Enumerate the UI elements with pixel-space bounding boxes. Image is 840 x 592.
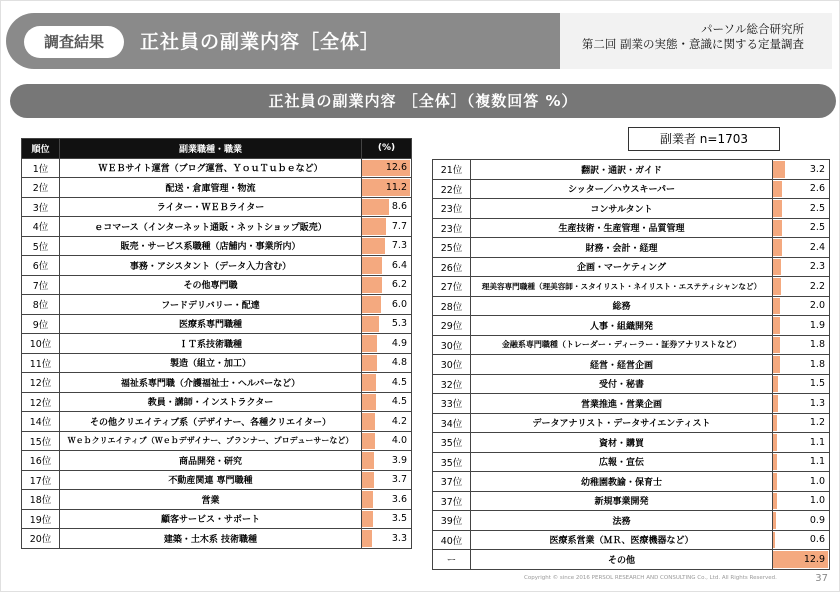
data-label: 4.2 <box>391 415 407 427</box>
category-label: 人事・組織開発 <box>471 316 773 336</box>
category-label: 配送・倉庫管理・物流 <box>60 178 362 198</box>
category-label: 顧客サービス・サポート <box>60 509 362 529</box>
rank-cell: 5位 <box>22 236 60 256</box>
value-cell <box>362 509 412 529</box>
category-label: 製造（組立・加工） <box>60 353 362 373</box>
data-label: 4.0 <box>391 435 407 447</box>
value-cell <box>773 238 830 258</box>
bar <box>773 434 777 451</box>
bar <box>362 491 373 508</box>
rank-header: 順位 <box>22 139 60 159</box>
rank-cell: 39位 <box>433 511 471 531</box>
value-cell <box>773 394 830 414</box>
category-label: 資材・購買 <box>471 433 773 453</box>
table-row <box>433 179 830 199</box>
bar <box>773 220 782 237</box>
copyright: Copyright © since 2016 PERSOL RESEARCH AND CONSULTING Co., Ltd. All Rights Reserved. <box>524 575 777 581</box>
table-row <box>22 490 412 510</box>
value-cell <box>773 433 830 453</box>
rank-cell: 17位 <box>22 470 60 490</box>
table-row <box>433 160 830 180</box>
data-label: 1.3 <box>809 397 825 409</box>
rank-cell: 30位 <box>433 355 471 375</box>
data-label: 1.1 <box>809 436 825 448</box>
table-row <box>433 316 830 336</box>
value-cell <box>362 197 412 217</box>
section-tag: 調査結果 <box>24 26 124 58</box>
bar <box>362 238 385 255</box>
data-label: 6.4 <box>391 259 407 271</box>
table-row <box>22 392 412 412</box>
bar <box>773 473 777 490</box>
value-cell <box>362 470 412 490</box>
category-label: 商品開発・研究 <box>60 451 362 471</box>
table-row <box>433 218 830 238</box>
value-cell <box>362 353 412 373</box>
data-label: 3.3 <box>391 532 407 544</box>
value-cell <box>362 158 412 178</box>
table-row <box>433 491 830 511</box>
category-label: 医療系専門職種 <box>60 314 362 334</box>
data-label: 11.2 <box>385 181 407 193</box>
rank-cell: 4位 <box>22 217 60 237</box>
rank-cell: 26位 <box>433 257 471 277</box>
bar <box>773 395 778 412</box>
value-cell <box>773 179 830 199</box>
rank-cell: 27位 <box>433 277 471 297</box>
data-label: 6.2 <box>391 279 407 291</box>
category-label: 不動産関連 専門職種 <box>60 470 362 490</box>
category-label: 経営・経営企画 <box>471 355 773 375</box>
rank-cell: 37位 <box>433 491 471 511</box>
bar <box>773 161 785 178</box>
item-header: 副業職種・職業 <box>60 139 362 159</box>
rank-cell: 12位 <box>22 373 60 393</box>
rank-cell: 8位 <box>22 295 60 315</box>
value-cell <box>773 277 830 297</box>
category-label: Ｗｅｂクリエイティブ（Ｗｅｂデザイナー、プランナー、プロデューサーなど） <box>60 431 362 451</box>
rank-cell: 16位 <box>22 451 60 471</box>
data-label: 2.6 <box>809 183 825 195</box>
category-label: 金融系専門職種（トレーダー・ディーラー・証券アナリストなど） <box>471 335 773 355</box>
rank-cell: 14位 <box>22 412 60 432</box>
value-cell <box>773 374 830 394</box>
table-row <box>433 335 830 355</box>
data-label: 2.5 <box>809 202 825 214</box>
table-row <box>22 236 412 256</box>
rank-cell: 12位 <box>22 392 60 412</box>
category-label: その他 <box>471 550 773 570</box>
table-row <box>22 295 412 315</box>
bar <box>773 356 780 373</box>
value-cell <box>773 452 830 472</box>
bar <box>773 512 776 529</box>
bar <box>773 454 777 471</box>
data-label: 3.9 <box>391 454 407 466</box>
bar <box>773 376 778 393</box>
table-row <box>22 431 412 451</box>
data-label: 3.7 <box>391 474 407 486</box>
bar <box>773 239 782 256</box>
value-cell <box>362 178 412 198</box>
organization-name: パーソル総合研究所 <box>700 22 804 36</box>
category-label: シッター／ハウスキーパー <box>471 179 773 199</box>
ranking-table-right-body <box>433 160 830 570</box>
table-row <box>22 334 412 354</box>
bar <box>773 259 781 276</box>
data-label: 12.6 <box>385 162 407 174</box>
category-label: 受付・秘書 <box>471 374 773 394</box>
category-label: 翻訳・通訳・ガイド <box>471 160 773 180</box>
data-label: 2.4 <box>809 241 825 253</box>
value-cell <box>362 392 412 412</box>
category-label: ｅコマース（インターネット通販・ネットショップ販売） <box>60 217 362 237</box>
value-cell <box>773 160 830 180</box>
table-row <box>433 394 830 414</box>
bar <box>362 433 375 450</box>
table-row <box>433 238 830 258</box>
table-row <box>22 470 412 490</box>
category-label: フードデリバリー・配達 <box>60 295 362 315</box>
table-row <box>433 277 830 297</box>
table-row <box>433 374 830 394</box>
bar <box>362 335 377 352</box>
category-label: 医療系営業（ＭＲ、医療機器など） <box>471 530 773 550</box>
value-cell <box>362 314 412 334</box>
survey-name: 第二回 副業の実態・意識に関する定量調査 <box>581 37 804 51</box>
data-label: 1.0 <box>809 495 825 507</box>
category-label: 営業推進・営業企画 <box>471 394 773 414</box>
bar <box>773 317 780 334</box>
rank-cell: 19位 <box>22 509 60 529</box>
value-cell <box>362 451 412 471</box>
rank-cell: 11位 <box>22 353 60 373</box>
value-cell <box>773 257 830 277</box>
rank-cell: ー <box>433 550 471 570</box>
category-label: 理美容専門職種（理美容師・スタイリスト・ネイリスト・エステティシャンなど） <box>471 277 773 297</box>
value-cell <box>773 335 830 355</box>
data-label: 7.3 <box>391 240 407 252</box>
bar <box>362 511 373 528</box>
table-row <box>433 199 830 219</box>
bar <box>773 298 780 315</box>
rank-cell: 9位 <box>22 314 60 334</box>
table-row <box>433 257 830 277</box>
page-number: 37 <box>815 573 828 584</box>
rank-cell: 40位 <box>433 530 471 550</box>
data-label: 4.9 <box>391 337 407 349</box>
value-cell <box>362 256 412 276</box>
category-label: コンサルタント <box>471 199 773 219</box>
table-header-row <box>22 139 412 159</box>
table-row <box>433 433 830 453</box>
rank-cell: 25位 <box>433 238 471 258</box>
category-label: 企画・マーケティング <box>471 257 773 277</box>
bar <box>773 200 782 217</box>
rank-cell: 6位 <box>22 256 60 276</box>
table-row <box>433 413 830 433</box>
data-label: 1.8 <box>809 358 825 370</box>
chart-title: 正社員の副業内容 ［全体］（複数回答 %） <box>268 92 578 110</box>
category-label: 事務・アシスタント（データ入力含む） <box>60 256 362 276</box>
data-label: 6.0 <box>391 298 407 310</box>
table-row <box>433 452 830 472</box>
value-cell <box>773 491 830 511</box>
percent-header: (%) <box>362 139 412 159</box>
data-label: 1.5 <box>809 378 825 390</box>
rank-cell: 35位 <box>433 452 471 472</box>
bar <box>362 218 386 235</box>
value-cell <box>362 490 412 510</box>
category-label: その他専門職 <box>60 275 362 295</box>
rank-cell: 28位 <box>433 296 471 316</box>
value-cell <box>773 511 830 531</box>
table-row <box>22 529 412 549</box>
rank-cell: 1位 <box>22 158 60 178</box>
rank-cell: 15位 <box>22 431 60 451</box>
header-source <box>582 22 804 52</box>
page-title: 正社員の副業内容［全体］ <box>140 31 381 53</box>
bar <box>773 415 777 432</box>
rank-cell: 22位 <box>433 179 471 199</box>
bar <box>773 532 775 549</box>
bar <box>362 530 372 547</box>
table-row <box>433 355 830 375</box>
rank-cell: 18位 <box>22 490 60 510</box>
category-label: 建築・土木系 技術職種 <box>60 529 362 549</box>
bar <box>362 277 382 294</box>
category-label: ライター・ＷＥＢライター <box>60 197 362 217</box>
data-label: 12.9 <box>803 553 825 565</box>
data-label: 3.6 <box>391 493 407 505</box>
value-cell <box>362 529 412 549</box>
table-row <box>22 256 412 276</box>
bar <box>362 394 376 411</box>
value-cell <box>773 296 830 316</box>
category-label: 幼稚園教諭・保育士 <box>471 472 773 492</box>
data-label: 2.3 <box>809 261 825 273</box>
category-label: 販売・サービス系職種（店舗内・事業所内） <box>60 236 362 256</box>
ranking-table-left-body <box>22 158 412 548</box>
value-cell <box>362 412 412 432</box>
category-label: ＷＥＢサイト運営（ブログ運営、ＹｏｕＴｕｂｅなど） <box>60 158 362 178</box>
category-label: 生産技術・生産管理・品質管理 <box>471 218 773 238</box>
table-row <box>22 451 412 471</box>
bar <box>362 316 379 333</box>
rank-cell: 7位 <box>22 275 60 295</box>
data-label: 7.7 <box>391 220 407 232</box>
table-row <box>22 353 412 373</box>
data-label: 4.5 <box>391 376 407 388</box>
bar <box>773 493 777 510</box>
value-cell <box>773 316 830 336</box>
rank-cell: 2位 <box>22 178 60 198</box>
data-label: 1.8 <box>809 339 825 351</box>
category-label: 財務・会計・経理 <box>471 238 773 258</box>
data-label: 1.9 <box>809 319 825 331</box>
table-row <box>22 314 412 334</box>
value-cell <box>362 236 412 256</box>
table-row <box>433 472 830 492</box>
data-label: 0.9 <box>809 514 825 526</box>
category-label: 新規事業開発 <box>471 491 773 511</box>
value-cell <box>362 373 412 393</box>
data-label: 1.1 <box>809 456 825 468</box>
category-label: ＩＴ系技術職種 <box>60 334 362 354</box>
rank-cell: 34位 <box>433 413 471 433</box>
data-label: 2.2 <box>809 280 825 292</box>
value-cell <box>773 355 830 375</box>
data-label: 1.0 <box>809 475 825 487</box>
bar <box>362 355 377 372</box>
table-row <box>433 511 830 531</box>
bar <box>362 199 389 216</box>
rank-cell: 23位 <box>433 218 471 238</box>
rank-cell: 3位 <box>22 197 60 217</box>
bar <box>362 472 374 489</box>
value-cell <box>362 431 412 451</box>
sample-size-label: 副業者 n=1703 <box>628 127 780 151</box>
ranking-table-left <box>21 138 412 549</box>
data-label: 4.8 <box>391 357 407 369</box>
category-label: 教員・講師・インストラクター <box>60 392 362 412</box>
data-label: 8.6 <box>391 201 407 213</box>
data-label: 2.0 <box>809 300 825 312</box>
value-cell <box>773 530 830 550</box>
value-cell <box>362 334 412 354</box>
rank-cell: 30位 <box>433 335 471 355</box>
bar <box>773 278 781 295</box>
bar <box>362 257 382 274</box>
data-label: 1.2 <box>809 417 825 429</box>
value-cell <box>362 275 412 295</box>
table-row <box>22 158 412 178</box>
table-row <box>433 530 830 550</box>
category-label: 営業 <box>60 490 362 510</box>
category-label: 福祉系専門職（介護福祉士・ヘルパーなど） <box>60 373 362 393</box>
rank-cell: 32位 <box>433 374 471 394</box>
table-row <box>22 197 412 217</box>
bar <box>362 452 374 469</box>
data-label: 4.5 <box>391 396 407 408</box>
value-cell <box>773 218 830 238</box>
ranking-table-right <box>432 159 830 570</box>
rank-cell: 33位 <box>433 394 471 414</box>
data-label: 3.5 <box>391 513 407 525</box>
bar <box>773 337 780 354</box>
table-row <box>22 275 412 295</box>
category-label: データアナリスト・データサイエンティスト <box>471 413 773 433</box>
table-row <box>22 217 412 237</box>
bar <box>362 413 375 430</box>
value-cell <box>773 550 830 570</box>
category-label: その他クリエイティブ系（デザイナー、各種クリエイター） <box>60 412 362 432</box>
category-label: 法務 <box>471 511 773 531</box>
table-row <box>22 509 412 529</box>
data-label: 0.6 <box>809 534 825 546</box>
value-cell <box>773 472 830 492</box>
bar <box>362 374 376 391</box>
rank-cell: 29位 <box>433 316 471 336</box>
value-cell <box>773 199 830 219</box>
rank-cell: 23位 <box>433 199 471 219</box>
category-label: 総務 <box>471 296 773 316</box>
table-row <box>22 412 412 432</box>
category-label: 広報・宣伝 <box>471 452 773 472</box>
rank-cell: 21位 <box>433 160 471 180</box>
value-cell <box>362 217 412 237</box>
table-row <box>22 373 412 393</box>
data-label: 3.2 <box>809 163 825 175</box>
value-cell <box>362 295 412 315</box>
rank-cell: 37位 <box>433 472 471 492</box>
table-row <box>433 296 830 316</box>
value-cell <box>773 413 830 433</box>
table-row <box>433 550 830 570</box>
rank-cell: 35位 <box>433 433 471 453</box>
rank-cell: 10位 <box>22 334 60 354</box>
data-label: 5.3 <box>391 318 407 330</box>
data-label: 2.5 <box>809 222 825 234</box>
bar <box>773 181 782 198</box>
bar <box>362 296 381 313</box>
table-row <box>22 178 412 198</box>
rank-cell: 20位 <box>22 529 60 549</box>
